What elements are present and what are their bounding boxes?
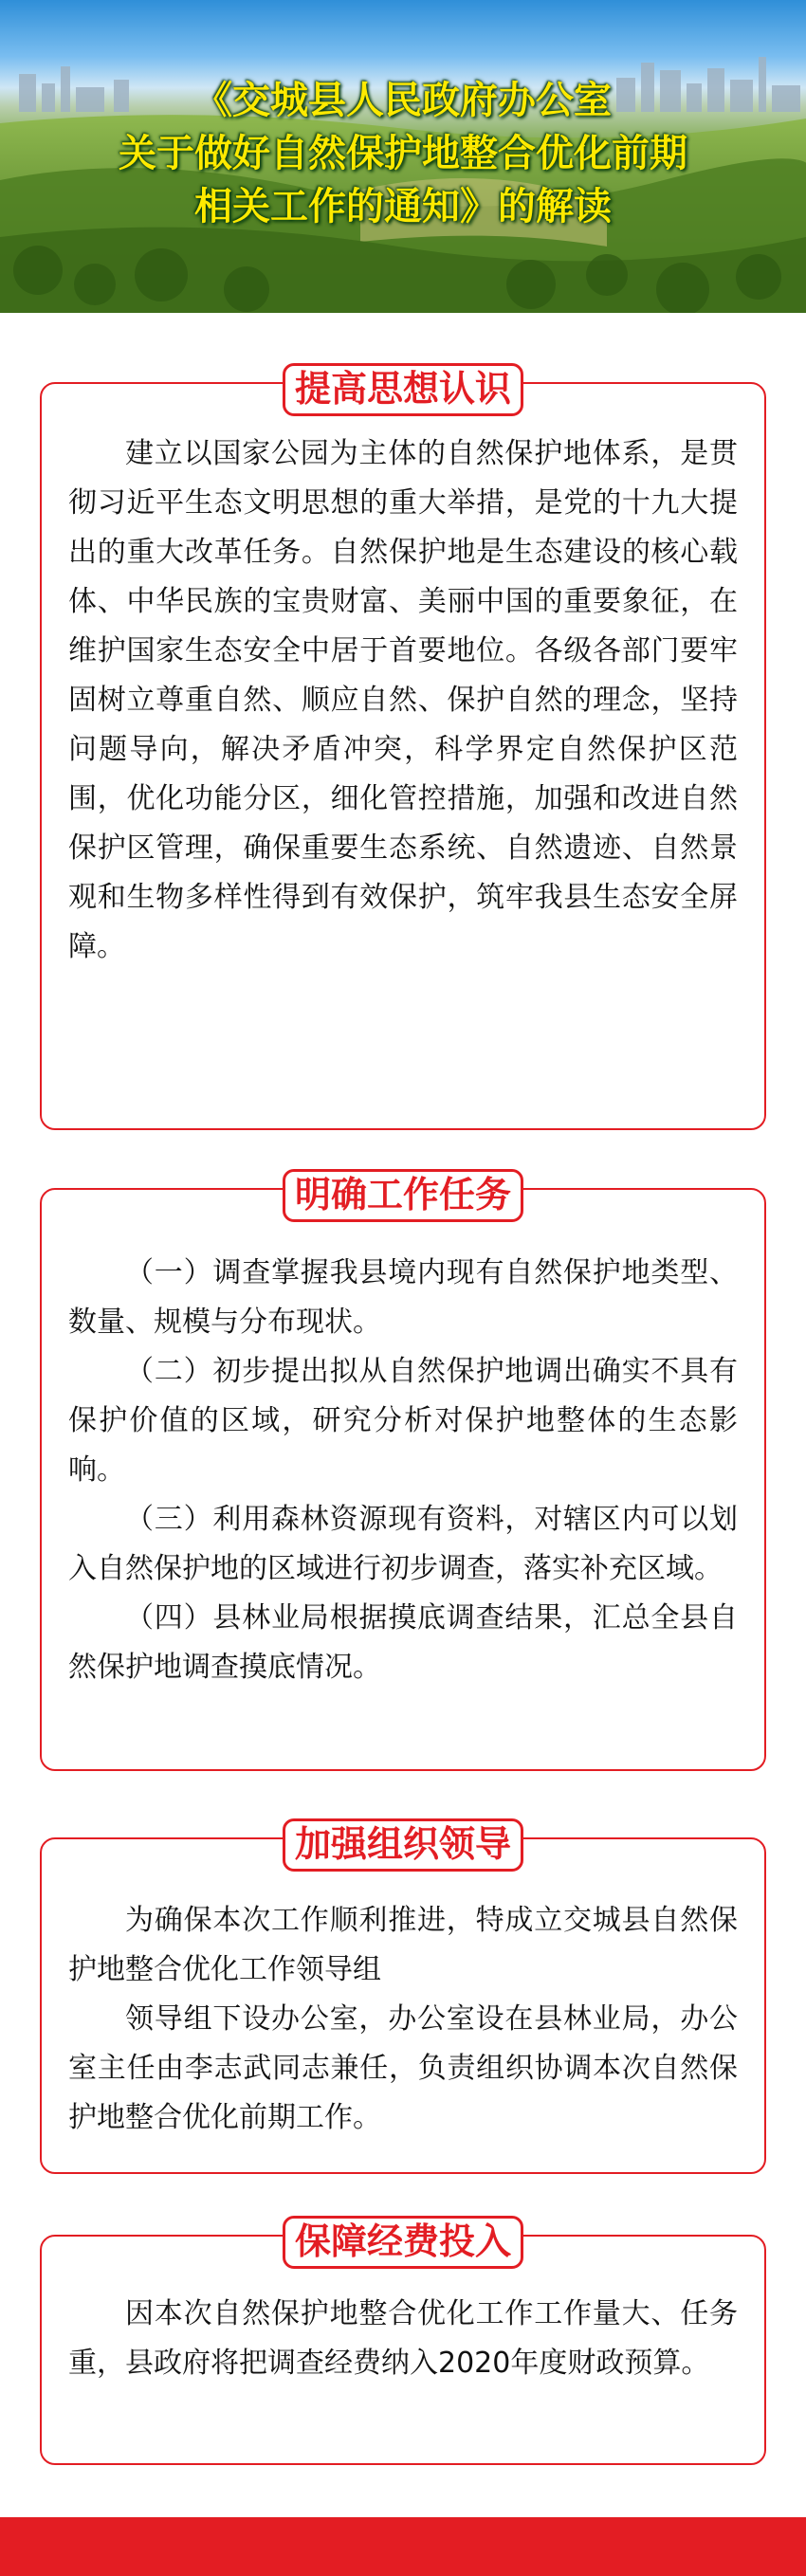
- section-title: 加强组织领导: [283, 1818, 523, 1872]
- footer-bar: [0, 2517, 806, 2576]
- section-body: [42, 429, 764, 972]
- paragraph: （四）县林业局根据摸底调查结果，汇总全县自然保护地调查摸底情况。: [68, 1601, 738, 1684]
- section-body: [42, 1249, 764, 1692]
- section-title: 保障经费投入: [283, 2216, 523, 2269]
- section-leadership: [40, 1823, 766, 2174]
- header-banner: [0, 0, 806, 313]
- paragraph: 因本次自然保护地整合优化工作工作量大、任务重，县政府将把调查经费纳入2020年度财政预算。: [68, 2297, 738, 2380]
- title-line-3: 相关工作的通知》的解读: [194, 185, 612, 228]
- section-body: [42, 2290, 764, 2388]
- section-body: [42, 1896, 764, 2143]
- title-line-2: 关于做好自然保护地整合优化前期: [119, 132, 687, 175]
- paragraph: （一）调查掌握我县境内现有自然保护地类型、数量、规模与分布现状。: [68, 1256, 738, 1339]
- section-title: 明确工作任务: [283, 1169, 523, 1222]
- section-tasks: [40, 1174, 766, 1771]
- paragraph: （三）利用森林资源现有资料，对辖区内可以划入自然保护地的区域进行初步调查，落实补充区域。: [68, 1503, 738, 1585]
- paragraph: （二）初步提出拟从自然保护地调出确实不具有保护价值的区域，研究分析对保护地整体的生态影响。: [68, 1355, 738, 1487]
- paragraph: 领导组下设办公室，办公室设在县林业局，办公室主任由李志武同志兼任，负责组织协调本次自然保护地整合优化前期工作。: [68, 2002, 738, 2134]
- page-title: [0, 74, 806, 233]
- paragraph: 建立以国家公园为主体的自然保护地体系，是贯彻习近平生态文明思想的重大举措，是党的十九大提出的重大改革任务。自然保护地是生态建设的核心载体、中华民族的宝贵财富、美丽中国的重要象征，在维护国家生态安全中居于首要地位。各级各部门要牢固树立尊重自然、顺应自然、保护自然的理念，坚持问题导向，解决矛盾冲突，科学界定自然保护区范围，优化功能分区，细化管控措施，加强和改进自然保护区管理，确保重要生态系统、自然遗迹、自然景观和生物多样性得到有效保护，筑牢我县生态安全屏障。: [68, 437, 738, 963]
- section-title: 提高思想认识: [283, 363, 523, 416]
- title-line-1: 《交城县人民政府办公室: [194, 79, 612, 122]
- paragraph: 为确保本次工作顺利推进，特成立交城县自然保护地整合优化工作领导组: [68, 1904, 738, 1986]
- section-thinking: [40, 368, 766, 1130]
- section-funding: [40, 2220, 766, 2465]
